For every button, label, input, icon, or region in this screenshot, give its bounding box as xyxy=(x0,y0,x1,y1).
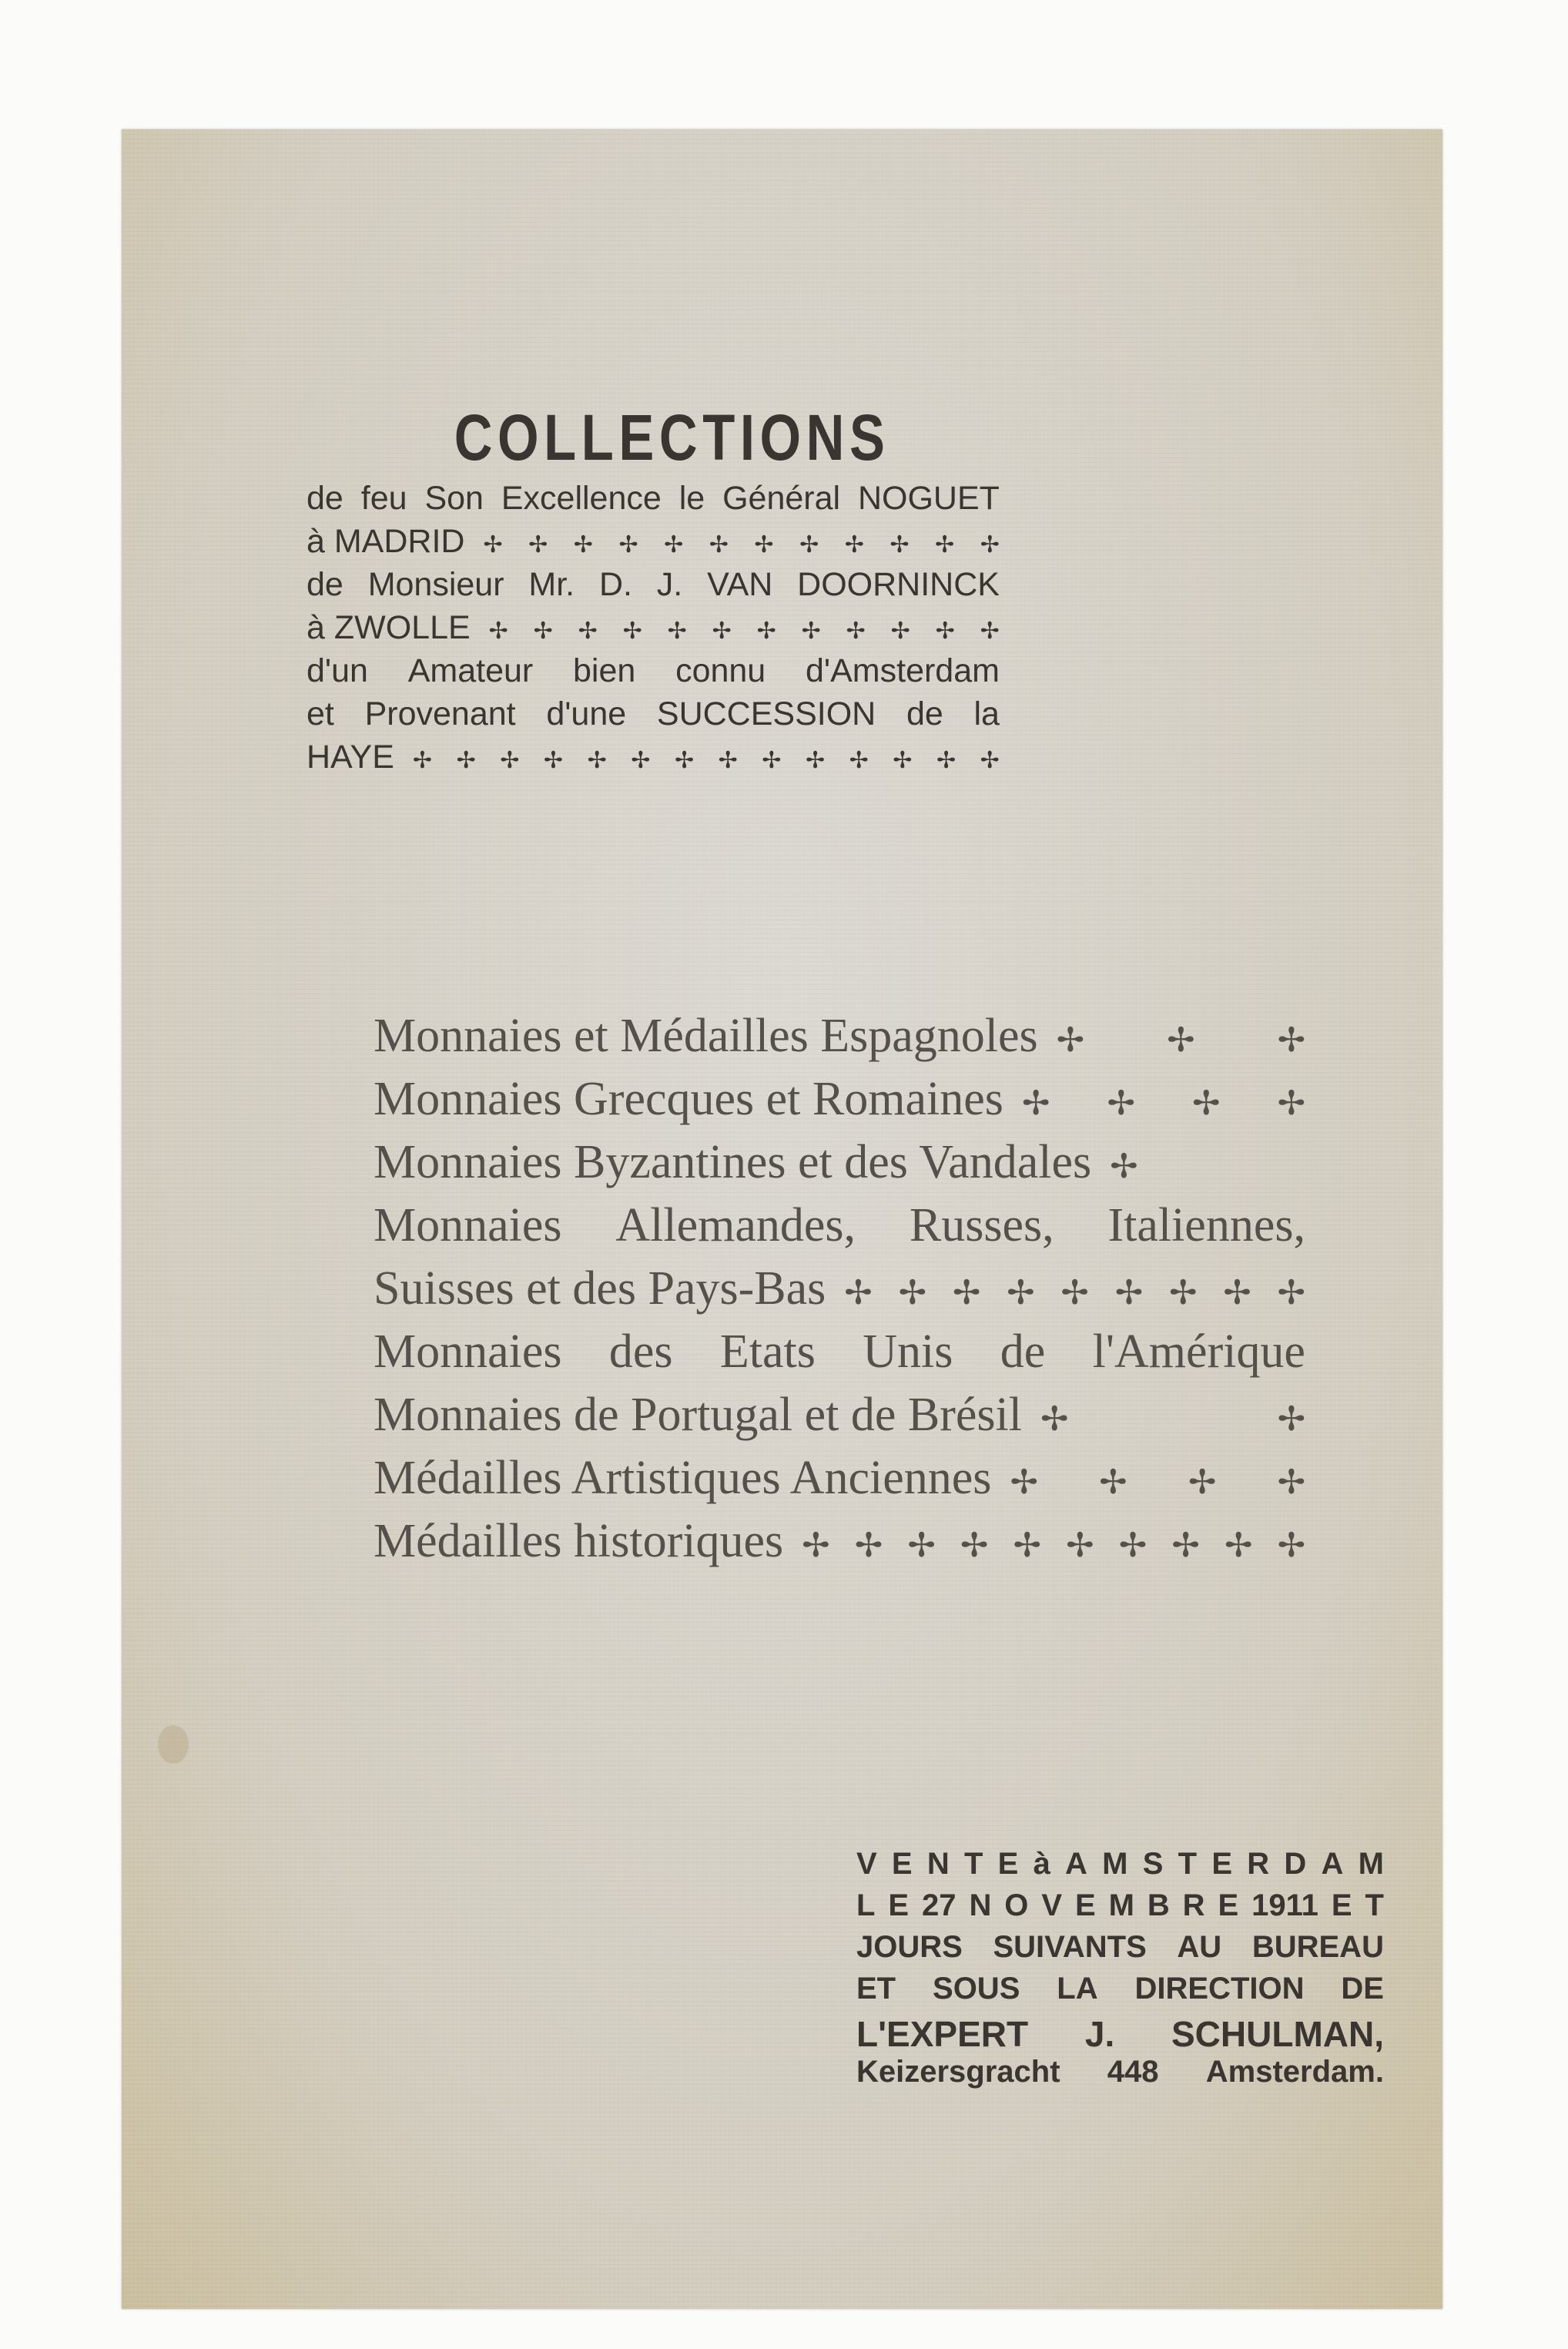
cross-icon: ✢ xyxy=(952,1275,981,1312)
cross-icon: ✢ xyxy=(712,618,732,644)
contents-line-text: Médailles Artistiques Anciennes xyxy=(374,1452,992,1504)
cross-icon: ✢ xyxy=(844,1275,873,1312)
cross-icon: ✢ xyxy=(483,532,503,558)
cross-icon: ✢ xyxy=(1013,1527,1041,1564)
source-line-text: HAYE xyxy=(307,739,394,776)
contents-line-text: Médailles historiques xyxy=(374,1515,784,1567)
cross-icon: ✢ xyxy=(456,748,476,773)
cross-icon: ✢ xyxy=(533,618,553,644)
cross-icon: ✢ xyxy=(1021,1085,1050,1122)
sale-line: JOURS SUIVANTS AU BUREAU xyxy=(856,1930,1384,1964)
cross-ornaments xyxy=(1022,1084,1305,1123)
cross-ornaments xyxy=(1010,1463,1305,1502)
cross-icon: ✢ xyxy=(801,618,821,644)
cross-ornaments xyxy=(413,747,1000,774)
cross-icon: ✢ xyxy=(1277,1275,1305,1312)
cross-icon: ✢ xyxy=(618,532,638,558)
contents-line xyxy=(374,1451,1305,1514)
cross-icon: ✢ xyxy=(500,748,520,773)
contents-line-text: Monnaies Allemandes, Russes, Italiennes, xyxy=(374,1199,1305,1252)
cross-icon: ✢ xyxy=(1118,1527,1148,1564)
source-line xyxy=(307,695,1000,739)
source-line-text: de Monsieur Mr. D. J. VAN DOORNINCK xyxy=(307,566,1000,603)
cross-icon: ✢ xyxy=(1010,1464,1038,1501)
cross-ornaments xyxy=(844,1274,1305,1312)
cross-icon: ✢ xyxy=(1099,1464,1127,1501)
cross-icon: ✢ xyxy=(1110,1148,1138,1185)
contents-line xyxy=(374,1262,1305,1325)
cross-ornaments xyxy=(483,531,1000,558)
cross-icon: ✢ xyxy=(854,1527,883,1564)
sale-line: ET SOUS LA DIRECTION DE xyxy=(856,1972,1384,2006)
cross-icon: ✢ xyxy=(1168,1275,1198,1312)
source-line xyxy=(307,652,1000,695)
cross-icon: ✢ xyxy=(1277,1464,1305,1501)
cross-icon: ✢ xyxy=(667,618,687,644)
cross-icon: ✢ xyxy=(1171,1527,1200,1564)
sale-line: L'EXPERT J. SCHULMAN, xyxy=(856,2014,1384,2054)
contents-line-text: Suisses et des Pays-Bas xyxy=(374,1262,826,1315)
contents-line-text: Monnaies des Etats Unis de l'Amérique xyxy=(374,1325,1305,1378)
cross-icon: ✢ xyxy=(890,532,910,558)
cross-icon: ✢ xyxy=(664,532,684,558)
source-line-text: d'un Amateur bien connu d'Amsterdam xyxy=(307,652,1000,689)
cross-icon: ✢ xyxy=(1223,1275,1251,1312)
cross-icon: ✢ xyxy=(1167,1022,1195,1059)
cross-ornaments xyxy=(1040,1400,1305,1439)
cross-icon: ✢ xyxy=(674,748,695,773)
contents-line xyxy=(374,1514,1305,1577)
cross-icon: ✢ xyxy=(907,1527,936,1564)
source-line xyxy=(307,566,1000,609)
collection-sources xyxy=(307,480,1000,782)
cross-icon: ✢ xyxy=(893,748,913,773)
source-line-text: à ZWOLLE xyxy=(307,609,471,646)
cross-icon: ✢ xyxy=(1224,1527,1253,1564)
contents-line-text: Monnaies Byzantines et des Vandales xyxy=(374,1136,1092,1188)
cross-ornaments xyxy=(1057,1021,1305,1060)
cross-icon: ✢ xyxy=(1007,1275,1035,1312)
cross-icon: ✢ xyxy=(846,618,866,644)
cross-icon: ✢ xyxy=(488,618,508,644)
cross-ornaments xyxy=(1110,1148,1305,1186)
cross-icon: ✢ xyxy=(802,1527,830,1564)
cross-icon: ✢ xyxy=(960,1527,989,1564)
contents-line-text: Monnaies et Médailles Espagnoles xyxy=(374,1010,1038,1062)
collections-heading-block xyxy=(307,400,1000,782)
cross-icon: ✢ xyxy=(844,532,864,558)
sale-line: Keizersgracht 448 Amsterdam. xyxy=(856,2055,1384,2089)
cross-icon: ✢ xyxy=(543,748,564,773)
cross-icon: ✢ xyxy=(756,618,776,644)
cross-icon: ✢ xyxy=(754,532,774,558)
cross-icon: ✢ xyxy=(1277,1527,1305,1564)
source-line-text: de feu Son Excellence le Général NOGUET xyxy=(307,480,1000,517)
cross-icon: ✢ xyxy=(935,532,955,558)
cross-icon: ✢ xyxy=(1277,1401,1305,1438)
cross-icon: ✢ xyxy=(935,618,955,644)
cross-icon: ✢ xyxy=(1107,1085,1135,1122)
cross-icon: ✢ xyxy=(1188,1464,1217,1501)
cross-icon: ✢ xyxy=(980,748,1000,773)
cross-icon: ✢ xyxy=(718,748,738,773)
cross-icon: ✢ xyxy=(849,748,869,773)
source-line-text: à MADRID xyxy=(307,523,465,560)
cross-icon: ✢ xyxy=(890,618,910,644)
cross-icon: ✢ xyxy=(412,748,433,773)
cross-icon: ✢ xyxy=(799,532,819,558)
cross-ornaments xyxy=(802,1526,1305,1565)
contents-line xyxy=(374,1009,1305,1072)
contents-line-text: Monnaies Grecques et Romaines xyxy=(374,1073,1003,1125)
contents-line-text: Monnaies de Portugal et de Brésil xyxy=(374,1389,1022,1441)
source-line-text: et Provenant d'une SUCCESSION de la xyxy=(307,695,1000,732)
cross-icon: ✢ xyxy=(587,748,607,773)
cross-icon: ✢ xyxy=(1066,1527,1094,1564)
cross-icon: ✢ xyxy=(1277,1022,1305,1059)
sale-line: V E N T E à A M S T E R D A M xyxy=(856,1847,1384,1881)
cross-icon: ✢ xyxy=(622,618,642,644)
cross-icon: ✢ xyxy=(1192,1085,1221,1122)
cross-ornaments xyxy=(489,618,1000,645)
contents-line xyxy=(374,1072,1305,1135)
cross-icon: ✢ xyxy=(980,532,1000,558)
source-line xyxy=(307,739,1000,782)
cross-icon: ✢ xyxy=(936,748,957,773)
cross-icon: ✢ xyxy=(805,748,826,773)
contents-line xyxy=(374,1198,1305,1262)
cross-icon: ✢ xyxy=(1040,1401,1069,1438)
sale-info xyxy=(856,1847,1384,2096)
cross-icon: ✢ xyxy=(528,532,548,558)
cross-icon: ✢ xyxy=(762,748,782,773)
cross-icon: ✢ xyxy=(898,1275,926,1312)
stain xyxy=(158,1725,189,1764)
cross-icon: ✢ xyxy=(709,532,729,558)
cross-icon: ✢ xyxy=(1277,1085,1305,1122)
cross-icon: ✢ xyxy=(1114,1275,1144,1312)
source-line xyxy=(307,480,1000,523)
cross-icon: ✢ xyxy=(1056,1022,1085,1059)
source-line xyxy=(307,609,1000,652)
cross-icon: ✢ xyxy=(1060,1275,1089,1312)
contents-line xyxy=(374,1135,1305,1198)
title: COLLECTIONS xyxy=(454,401,890,474)
cross-icon: ✢ xyxy=(980,618,1000,644)
contents-line xyxy=(374,1388,1305,1451)
cross-icon: ✢ xyxy=(573,532,593,558)
source-line xyxy=(307,523,1000,566)
sale-line: L E 27 N O V E M B R E 1911 E T xyxy=(856,1888,1384,1922)
cross-icon: ✢ xyxy=(631,748,651,773)
cross-icon: ✢ xyxy=(578,618,598,644)
contents-line xyxy=(374,1325,1305,1388)
contents-list xyxy=(374,1009,1305,1577)
